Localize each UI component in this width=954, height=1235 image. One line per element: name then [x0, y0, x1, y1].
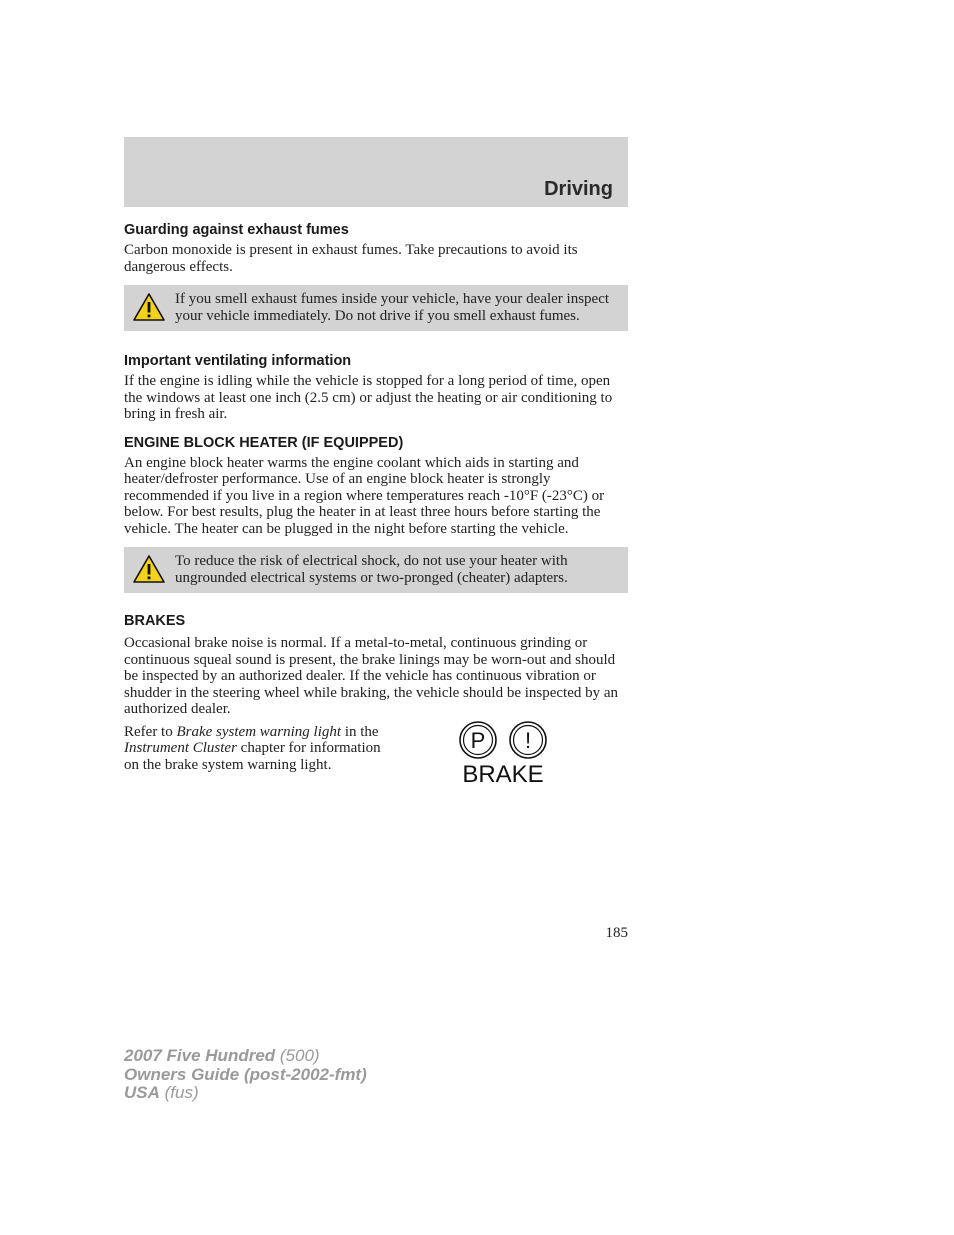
paragraph-engine-block-heater: An engine block heater warms the engine coolant which aids in starting and heater/defroster performance. Use of an engine block heater is strongly recommended if you live in a region where temperatures reach -10°F (-23°C) or below. For best results, plug the heater in at least three hours before starting the vehicle. The heater can be plugged in the night before starting the vehicle.: [124, 454, 605, 537]
footer-region-code: (fus): [159, 1083, 199, 1102]
refer-link-brake-warning-light: Brake system warning light: [176, 723, 342, 740]
warning-text-electrical: To reduce the risk of electrical shock, do not use your heater with ungrounded electrical systems or two-pronged (cheater) adapters.: [175, 553, 568, 586]
heading-ventilating: Important ventilating information: [124, 353, 352, 369]
brake-warning-icon: [454, 719, 554, 789]
page-content: [124, 220, 628, 794]
warning-triangle-icon: [132, 554, 166, 584]
warning-triangle-icon: [132, 292, 166, 322]
brake-label: BRAKE: [462, 760, 544, 788]
footer-guide: Owners Guide (post-2002-fmt): [124, 1064, 367, 1084]
refer-mid: in the: [341, 723, 379, 740]
warning-text-exhaust: If you smell exhaust fumes inside your vehicle, have your dealer inspect your vehicle immediately. Do not drive if you smell exhaust fumes.: [175, 291, 610, 324]
footer-model: 2007 Five Hundred: [124, 1046, 276, 1065]
refer-prefix: Refer to: [124, 723, 177, 740]
footer-model-code: (500): [275, 1046, 320, 1065]
paragraph-exhaust: Carbon monoxide is present in exhaust fumes. Take precautions to avoid its dangerous effects.: [124, 242, 578, 275]
footer-region: USA: [124, 1083, 160, 1102]
heading-engine-block-heater: ENGINE BLOCK HEATER (IF EQUIPPED): [124, 434, 404, 451]
heading-exhaust: Guarding against exhaust fumes: [124, 222, 349, 238]
page-number: 185: [605, 925, 628, 941]
brake-reference-block: [124, 724, 628, 794]
refer-suffix: chapter for information on the brake system warning light.: [124, 740, 381, 773]
warning-box-electrical: [124, 547, 628, 593]
refer-chapter-instrument-cluster: Instrument Cluster: [124, 740, 237, 756]
warning-box-exhaust: [124, 285, 628, 331]
heading-brakes: BRAKES: [124, 613, 186, 629]
paragraph-brakes: Occasional brake noise is normal. If a metal-to-metal, continuous grinding or continuous squeal sound is present, the brake linings may be worn-out and should be inspected by an authorized dealer. If the vehicle has continuous vibration or shudder in the steering wheel while braking, the vehicle should be inspected by an authorized dealer.: [124, 635, 619, 717]
brake-exclaim: !: [524, 727, 532, 753]
section-title: Driving: [544, 178, 613, 200]
brake-reference-text: [124, 724, 384, 774]
paragraph-ventilating: If the engine is idling while the vehicle is stopped for a long period of time, open the windows at least one inch (2.5 cm) or adjust the heating or air conditioning to bring in fresh air.: [124, 373, 613, 422]
section-header-band: [124, 137, 628, 207]
brake-p-letter: P: [470, 727, 486, 753]
document-footer: [124, 1047, 367, 1103]
